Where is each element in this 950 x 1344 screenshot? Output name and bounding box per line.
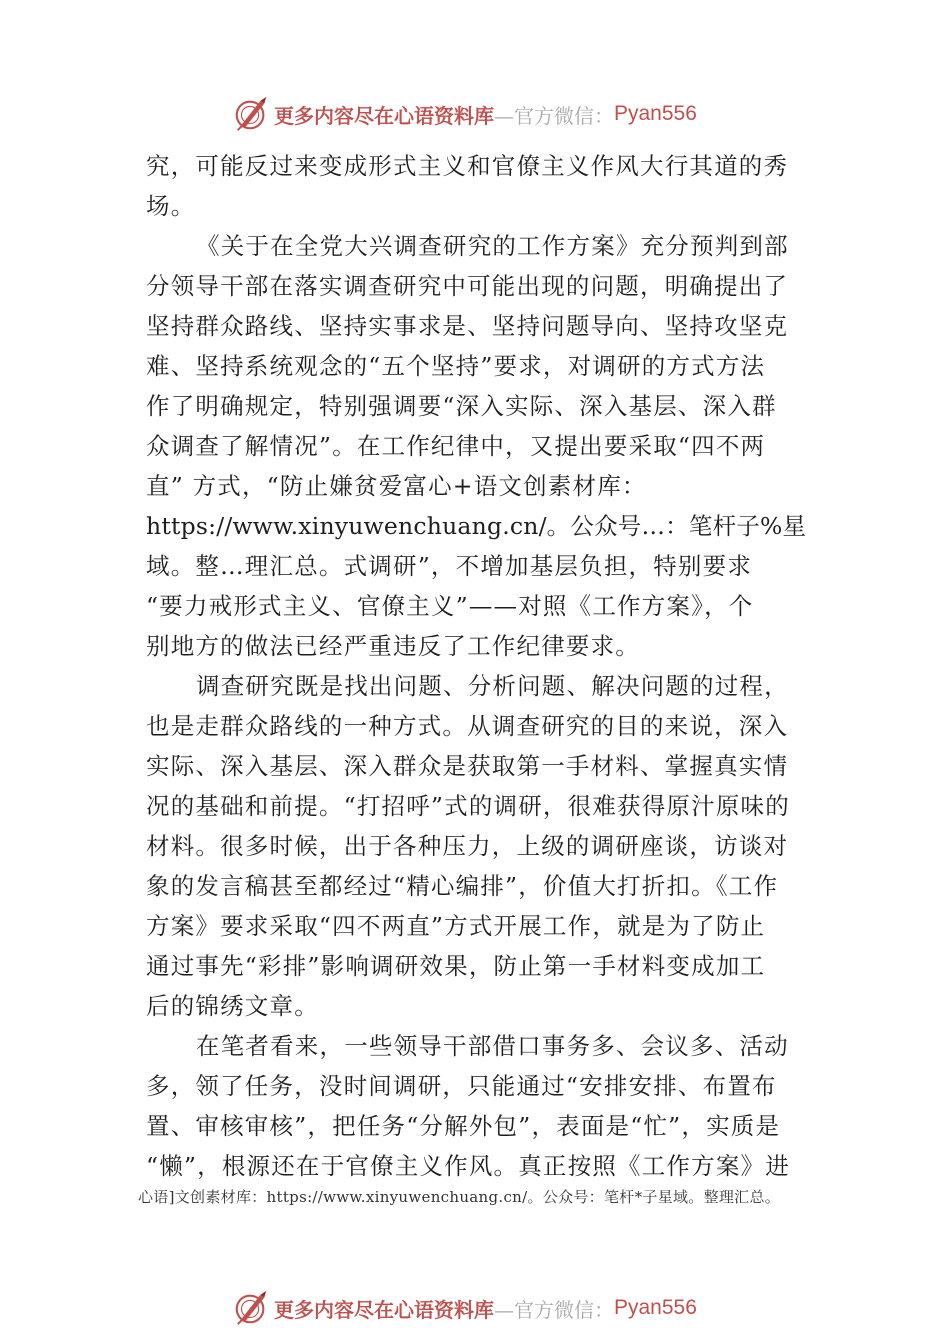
text-line: 方案》要求采取“四不两直”方式开展工作，就是为了防止 [146, 912, 766, 940]
banner-title: 更多内容尽在心语资料库 [274, 103, 494, 128]
text-line: 通过事先“彩排”影响调研效果，防止第一手材料变成加工 [146, 952, 766, 980]
text-line: 坚持群众路线、坚持实事求是、坚持问题导向、坚持攻坚克 [146, 312, 789, 340]
text-line: 究，可能反过来变成形式主义和官僚主义作风大行其道的秀 [146, 152, 789, 180]
footer-banner [232, 1288, 697, 1328]
quill-pen-seal-icon [232, 1289, 270, 1327]
text-line: 多，领了任务，没时间调研，只能通过“安排安排、布置布 [146, 1072, 777, 1100]
text-line: 也是走群众路线的一种方式。从调查研究的目的来说，深入 [146, 712, 789, 740]
text-line: 场。 [146, 192, 196, 220]
text-line: 作了明确规定，特别强调要“深入实际、深入基层、深入群 [146, 392, 777, 420]
text-line: 况的基础和前提。“打招呼”式的调研，很难获得原汁原味的 [146, 792, 790, 820]
quill-pen-seal-icon [232, 95, 270, 133]
text-line: 实际、深入基层、深入群众是获取第一手材料、掌握真实情 [146, 752, 789, 780]
text-line: 难、坚持系统观念的“五个坚持”要求，对调研的方式方法 [146, 352, 766, 380]
text-line: 象的发言稿甚至都经过“精心编排”，价值大打折扣。《工作 [146, 872, 779, 900]
paragraph-start-line: 《关于在全党大兴调查研究的工作方案》充分预判到部 [196, 232, 789, 260]
url-text-line: https://www.xinyuwenchuang.cn/。公众号…：笔杆子%星 [146, 512, 807, 540]
text-line: 直” 方式，“防止嫌贫爱富心+语文创素材库： [146, 472, 647, 500]
banner-wechat-id: Pyan556 [614, 102, 697, 125]
text-line: “懒”，根源还在于官僚主义作风。真正按照《工作方案》进 [146, 1152, 790, 1180]
header-banner [232, 94, 697, 134]
text-line: 域。整…理汇总。式调研”，不增加基层负担，特别要求 [146, 552, 753, 580]
banner-title: 更多内容尽在心语资料库 [274, 1297, 494, 1322]
text-line: 众调查了解情况”。在工作纪律中，又提出要采取“四不两 [146, 432, 766, 460]
text-line: 材料。很多时候，出于各种压力，上级的调研座谈，访谈对 [146, 832, 789, 860]
text-line: 分领导干部在落实调查研究中可能出现的问题，明确提出了 [146, 272, 789, 300]
text-line: “要力戒形式主义、官僚主义”——对照《工作方案》，个 [146, 592, 754, 620]
footer-source-note: 心语]文创素材库：https://www.xinyuwenchuang.cn/。公众号：笔杆*子星域。整理汇总。 [138, 1188, 781, 1206]
text-line: 别地方的做法已经严重违反了工作纪律要求。 [146, 632, 640, 660]
text-line: 后的锦绣文章。 [146, 992, 319, 1020]
paragraph-start-line: 在笔者看来，一些领导干部借口事务多、会议多、活动 [196, 1032, 789, 1060]
paragraph-start-line: 调查研究既是找出问题、分析问题、解决问题的过程， [196, 672, 789, 700]
banner-separator: —官方微信： [494, 103, 614, 128]
banner-wechat-id: Pyan556 [614, 1296, 697, 1319]
banner-separator: —官方微信： [494, 1297, 614, 1322]
text-line: 置、审核审核”，把任务“分解外包”，表面是“忙”，实质是 [146, 1112, 781, 1140]
